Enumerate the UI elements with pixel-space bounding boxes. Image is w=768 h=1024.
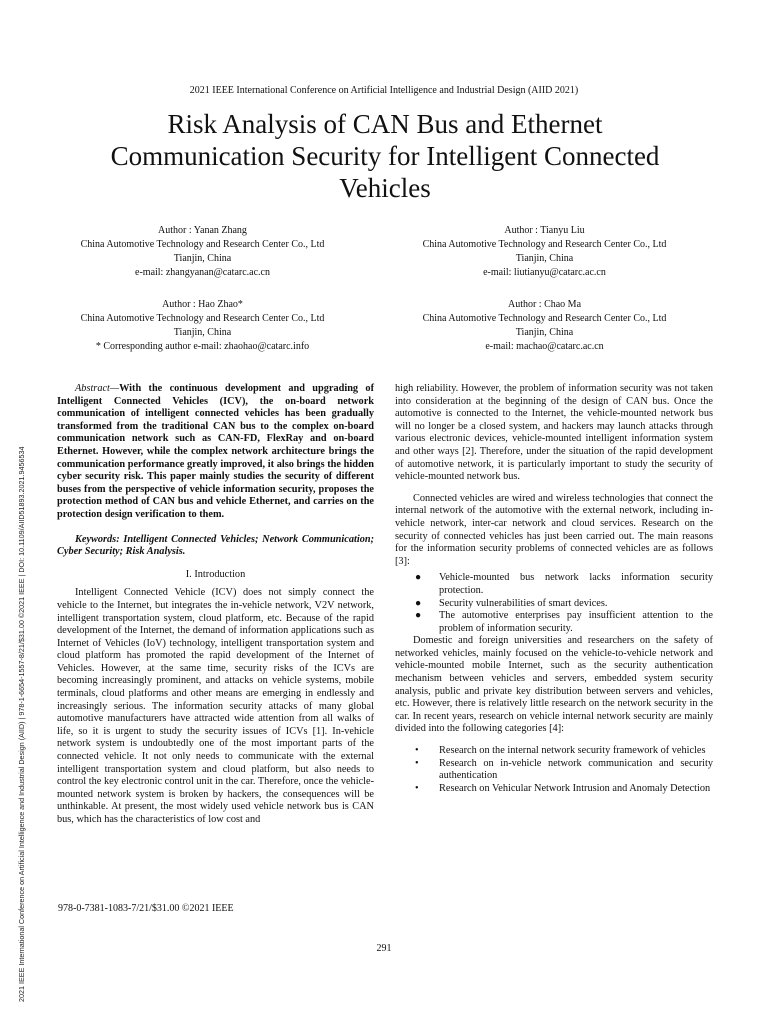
- author-email: e-mail: zhangyanan@catarc.ac.cn: [135, 267, 270, 278]
- author-name: Author : Chao Ma: [507, 299, 582, 310]
- bullet-icon: •: [415, 782, 419, 794]
- title-line: Risk Analysis of CAN Bus and Ethernet: [167, 109, 603, 139]
- abstract: [57, 383, 374, 522]
- author-block: [30, 224, 375, 280]
- keywords: Keywords: Intelligent Connected Vehicles; Network Communication; Cyber Security; Risk Analysis.: [57, 533, 374, 558]
- author-block: [30, 298, 375, 354]
- body-paragraph: high reliability. However, the problem of information security was not taken into consideration at the beginning of the design of CAN bus. Once the automotive is connected to the Internet, the vehicle-mounted network bus will no longer be a closed system, and hackers may launch attacks through various electronic devices, vehicle-mounted intelligent information system and other ways [2]. Therefore, under the situation of the rapid development of automotive network, it is particularly important to study the security of vehicle-mounted network bus.: [395, 383, 713, 483]
- author-city: Tianjin, China: [515, 253, 574, 264]
- bullet-icon: •: [415, 757, 419, 769]
- paper-title: [60, 108, 710, 204]
- bullet-icon: ●: [415, 572, 422, 584]
- author-org: China Automotive Technology and Research Center Co., Ltd: [80, 313, 325, 324]
- right-column: [395, 383, 713, 795]
- side-doi-strip: 2021 IEEE International Conference on Artificial Intelligence and Industrial Design (AIID) | 978-1-6654-1557-8/21/$31.00 ©2021 IEEE | DOI: 10.1109/AIID51893.2021.9456534: [17, 446, 26, 1002]
- page-number: 291: [376, 943, 392, 954]
- list-item: ● Security vulnerabilities of smart devices.: [415, 597, 608, 609]
- author-block: [372, 224, 717, 280]
- author-city: Tianjin, China: [173, 253, 232, 264]
- list-item: • Research on in-vehicle network communication and security authentication: [415, 757, 713, 782]
- left-column: [57, 383, 374, 827]
- author-name: Author : Yanan Zhang: [158, 225, 247, 236]
- author-city: Tianjin, China: [515, 327, 574, 338]
- bullet-icon: •: [415, 745, 419, 757]
- copyright-footer: 978-0-7381-1083-7/21/$31.00 ©2021 IEEE: [58, 903, 234, 914]
- author-email: e-mail: liutianyu@catarc.ac.cn: [483, 267, 606, 278]
- author-org: China Automotive Technology and Research Center Co., Ltd: [422, 239, 667, 250]
- list-item: • Research on Vehicular Network Intrusion and Anomaly Detection: [415, 782, 711, 794]
- author-name: Author : Hao Zhao*: [162, 299, 243, 310]
- title-line: Vehicles: [339, 173, 431, 203]
- bullet-list: [395, 745, 713, 795]
- body-paragraph: Connected vehicles are wired and wireless technologies that connect the internal network of the automotive with the external network, including in-vehicle network, inter-car network and cloud services. Research on the security of connected vehicles has just been carried out. The main reasons for the information security problems of connected vehicles are as follows [3]:: [395, 492, 713, 567]
- author-email: * Corresponding author e-mail: zhaohao@catarc.info: [95, 341, 310, 352]
- bullet-list: [395, 572, 713, 635]
- body-paragraph: Domestic and foreign universities and researchers on the safety of networked vehicles, mainly focused on the vehicle-to-vehicle network and vehicle-mounted mobile Internet, such as the security authentication mechanism between vehicles and servers, embedded system security analysis, public and private key distribution between servers and vehicles, etc. However, there is relatively little research on the network security in the car. In recent years, research on vehicle internal network security are mainly divided into the following categories [4]:: [395, 635, 713, 735]
- abstract-label: Abstract—: [75, 383, 120, 394]
- list-item: ● The automotive enterprises pay insufficient attention to the problem of information security.: [415, 610, 713, 634]
- author-org: China Automotive Technology and Research Center Co., Ltd: [80, 239, 325, 250]
- list-item: • Research on the internal network security framework of vehicles: [415, 745, 706, 757]
- abstract-text: With the continuous development and upgrading of Intelligent Connected Vehicles (ICV), the on-board network communication of intelligent connected vehicles has been gradually transformed from the traditional CAN bus to the complex on-board communication network such as CAN-FD, FlexRay and on-board Ethernet. However, while the complex network architecture brings the communication performance greatly improved, it also brings the hidden cyber security risk. This paper mainly studies the security of different buses from the perspective of vehicle information security, proposes the protection method of CAN bus and vehicle Ethernet, and carries on the protection design verification to them.: [57, 383, 374, 520]
- author-city: Tianjin, China: [173, 327, 232, 338]
- conference-header: 2021 IEEE International Conference on Artificial Intelligence and Industrial Design (AIID 2021): [189, 85, 579, 96]
- author-block: [372, 298, 717, 354]
- section-heading: I. Introduction: [185, 568, 246, 580]
- title-line: Communication Security for Intelligent Connected: [110, 141, 660, 171]
- intro-paragraph: Intelligent Connected Vehicle (ICV) does not simply connect the vehicle to the Internet, but integrates the in-vehicle network, V2V network, intelligent transportation system, cloud platform, etc. Because of the rapid development of the Internet, the demand of information applications such as Internet of Vehicles (IoV) technology, intelligent transportation system and cloud platform has promoted the rapid development of the Internet of Vehicles. However, at the same time, security risks of the ICVs are becoming increasingly prominent, and attacks on vehicle systems, mobile terminals, cloud platforms and other means are emerging in endlessly and increasingly serious. The information security attacks of many global automotive manufacturers have attracted wide attention from all walks of life, so it is urgent to study the security issues of ICVs [1]. In-vehicle network system is undoubtedly one of the most important parts of the connected vehicle. It not only needs to communicate with the external intelligent transportation system and cloud platform, but also needs to control the key electronic control unit in the car. Therefore, once the vehicle-mounted network system is broken by hackers, the consequences will be unthinkable. At present, the most widely used vehicle network bus is CAN bus, which has the characteristics of low cost and: [57, 587, 374, 825]
- bullet-icon: ●: [415, 610, 422, 622]
- author-name: Author : Tianyu Liu: [504, 225, 585, 236]
- author-email: e-mail: machao@catarc.ac.cn: [485, 341, 604, 352]
- list-item: ● Vehicle-mounted bus network lacks information security protection.: [415, 572, 713, 596]
- author-org: China Automotive Technology and Research Center Co., Ltd: [422, 313, 667, 324]
- bullet-icon: ●: [415, 597, 422, 609]
